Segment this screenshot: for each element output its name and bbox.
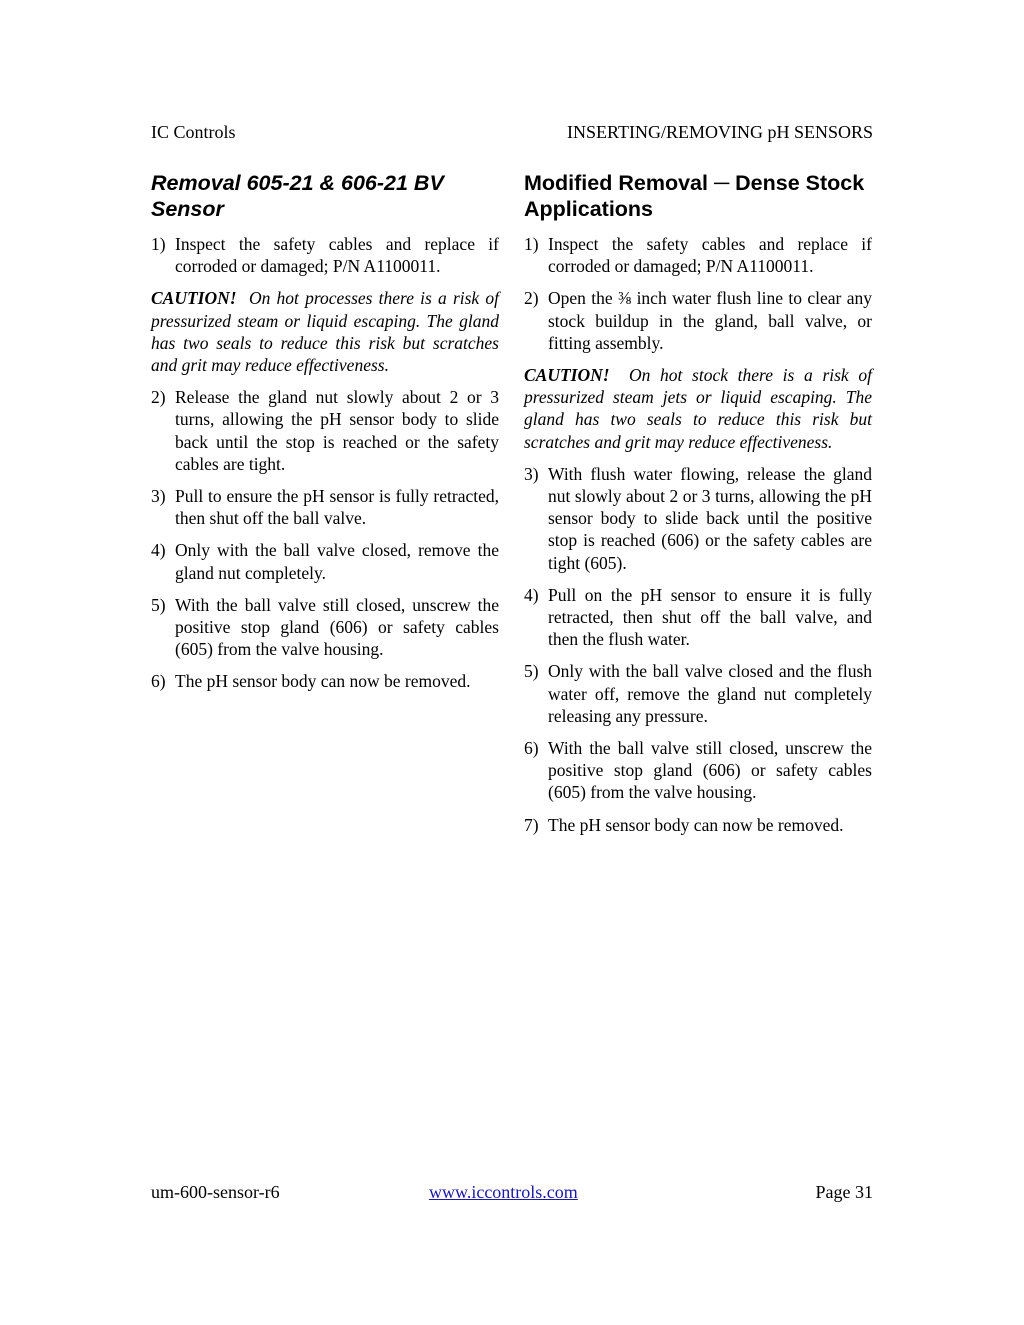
footer-website-link[interactable]: www.iccontrols.com [429,1182,578,1202]
header-company: IC Controls [151,122,236,142]
right-caution [524,364,872,453]
step-text: Only with the ball valve closed and the flush water off, remove the gland nut completely releasing any pressure. [548,661,872,726]
right-steps-after-caution [524,463,872,836]
step-text: With flush water flowing, release the gland nut slowly about 2 or 3 turns, allowing the pH sensor body to slide back until the positive stop is reached (606) or the safety cables are tight (605). [548,463,872,573]
step-text: With the ball valve still closed, unscrew the positive stop gland (606) or safety cables (605) from the valve housing. [175,594,499,660]
list-item [151,670,499,692]
step-text: Pull on the pH sensor to ensure it is fully retracted, then shut off the ball valve, and then the flush water. [548,584,872,650]
list-item [524,463,872,574]
list-item [524,287,872,354]
step-text: Open the ⅜ inch water flush line to clear any stock buildup in the gland, ball valve, or fitting assembly. [548,288,872,353]
caution-label: CAUTION! [151,288,237,309]
caution-text: On hot processes there is a risk of pressurized steam or liquid escaping. The gland has two seals to reduce this risk but scratches and grit may reduce effectiveness. [151,288,499,376]
footer-doc-id: um-600-sensor-r6 [151,1182,280,1202]
list-item [524,737,872,804]
list-item [151,485,499,529]
list-item [524,814,872,836]
step-text: The pH sensor body can now be removed. [175,671,471,692]
step-number: 3) [151,486,166,507]
step-number: 4) [151,540,166,561]
step-text: Inspect the safety cables and replace if corroded or damaged; P/N A1100011. [175,234,499,277]
step-number: 2) [524,288,539,309]
caution-text: On hot stock there is a risk of pressurized steam jets or liquid escaping. The gland has two seals to reduce this risk but scratches and grit may reduce effectiveness. [524,365,872,452]
step-number: 3) [524,463,539,484]
page-footer [151,1181,873,1205]
step-number: 5) [524,661,539,682]
list-item [524,660,872,727]
list-item [151,594,499,661]
left-section-title: Removal 605-21 & 606-21 BV Sensor [151,171,444,221]
step-text: The pH sensor body can now be removed. [548,814,844,835]
list-item [151,539,499,583]
right-column [524,170,872,846]
list-item [151,233,499,277]
list-item [151,386,499,475]
step-text: Pull to ensure the pH sensor is fully retracted, then shut off the ball valve. [175,486,499,529]
step-text: With the ball valve still closed, unscrew the positive stop gland (606) or safety cables (605) from the valve housing. [548,738,872,803]
list-item [524,584,872,651]
step-number: 7) [524,814,539,835]
left-caution [151,287,499,376]
step-number: 1) [151,234,166,254]
list-item [524,233,872,277]
step-text: Release the gland nut slowly about 2 or 3 turns, allowing the pH sensor body to slide back until the stop is reached or the safety cables are tight. [175,387,499,474]
caution-label: CAUTION! [524,365,610,386]
right-section-title: Modified Removal ─ Dense Stock Applications [524,171,865,221]
step-number: 4) [524,584,539,605]
step-text: Inspect the safety cables and replace if corroded or damaged; P/N A1100011. [548,234,872,277]
left-steps-before-caution [151,233,499,277]
step-number: 2) [151,387,166,408]
right-steps-before-caution [524,233,872,354]
header-section-title: INSERTING/REMOVING pH SENSORS [567,122,873,142]
step-text: Only with the ball valve closed, remove the gland nut completely. [175,540,499,583]
footer-page-number: Page 31 [815,1182,873,1202]
left-steps-after-caution [151,386,499,692]
step-number: 1) [524,234,539,254]
step-number: 6) [151,671,166,692]
step-number: 5) [151,594,166,615]
page-header [151,121,873,145]
left-column [151,170,499,703]
step-number: 6) [524,738,539,759]
